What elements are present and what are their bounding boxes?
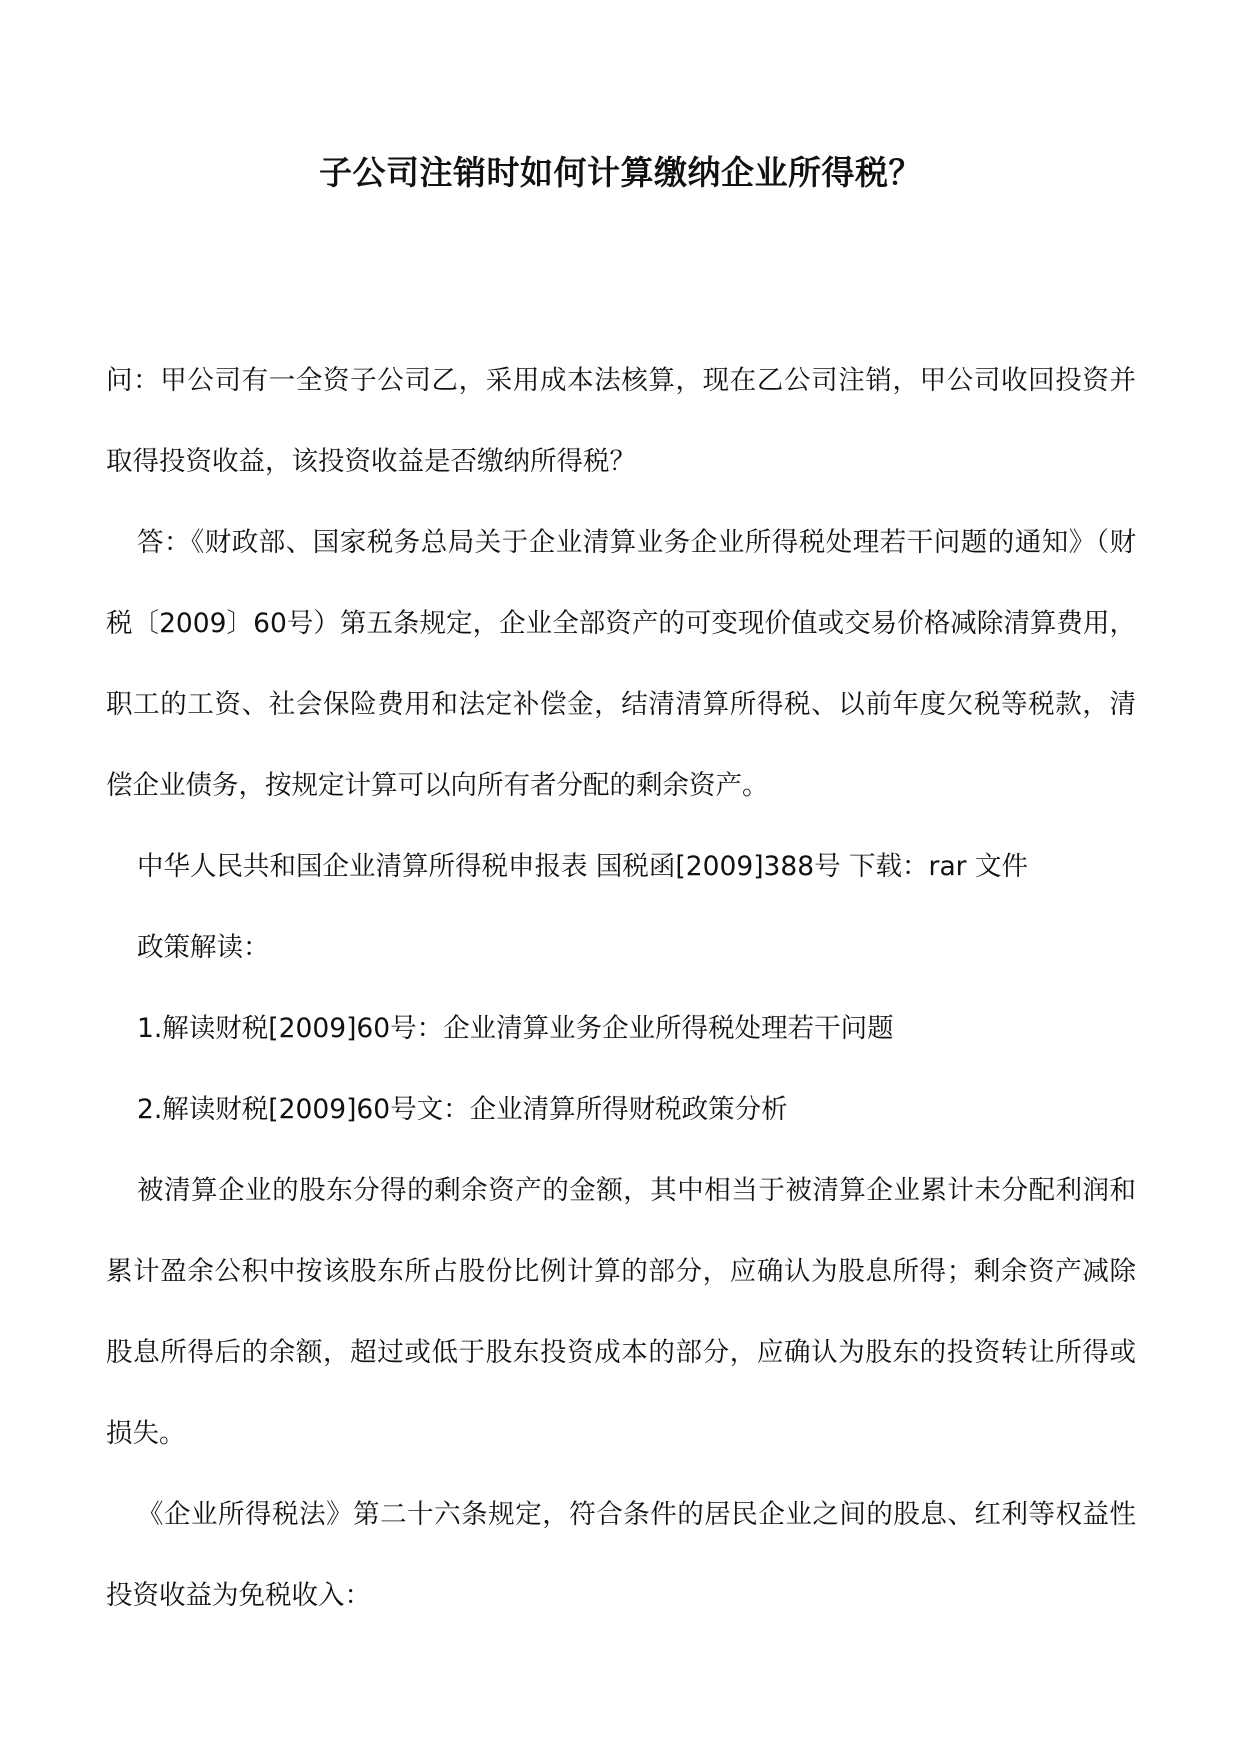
document-title: 子公司注销时如何计算缴纳企业所得税？ [319, 153, 922, 192]
paragraph-policy-heading: 政策解读： [137, 932, 270, 963]
paragraph-question: 问：甲公司有一全资子公司乙，采用成本法核算，现在乙公司注销，甲公司收回投资并取得投资收益，该投资收益是否缴纳所得税？ [106, 365, 1136, 477]
paragraph-tax-law-article-26: 《企业所得税法》第二十六条规定，符合条件的居民企业之间的股息、红利等权益性投资收益为免税收入： [106, 1499, 1136, 1611]
document-body [106, 340, 1136, 1636]
paragraph-answer: 答：《财政部、国家税务总局关于企业清算业务企业所得税处理若干问题的通知》（财税〔2009〕60号）第五条规定，企业全部资产的可变现价值或交易价格减除清算费用，职工的工资、社会保险费用和法定补偿金，结清清算所得税、以前年度欠税等税款，清偿企业债务，按规定计算可以向所有者分配的剩余资产。 [106, 527, 1136, 801]
paragraph-declaration-form: 中华人民共和国企业清算所得税申报表 国税函[2009]388号 下载：rar 文件 [137, 851, 1028, 882]
paragraph-policy-item-2: 2.解读财税[2009]60号文：企业清算所得财税政策分析 [137, 1094, 788, 1125]
paragraph-shareholder-distribution: 被清算企业的股东分得的剩余资产的金额，其中相当于被清算企业累计未分配利润和累计盈余公积中按该股东所占股份比例计算的部分，应确认为股息所得；剩余资产减除股息所得后的余额，超过或低于股东投资成本的部分，应确认为股东的投资转让所得或损失。 [106, 1175, 1136, 1449]
paragraph-policy-item-1: 1.解读财税[2009]60号：企业清算业务企业所得税处理若干问题 [137, 1013, 894, 1044]
